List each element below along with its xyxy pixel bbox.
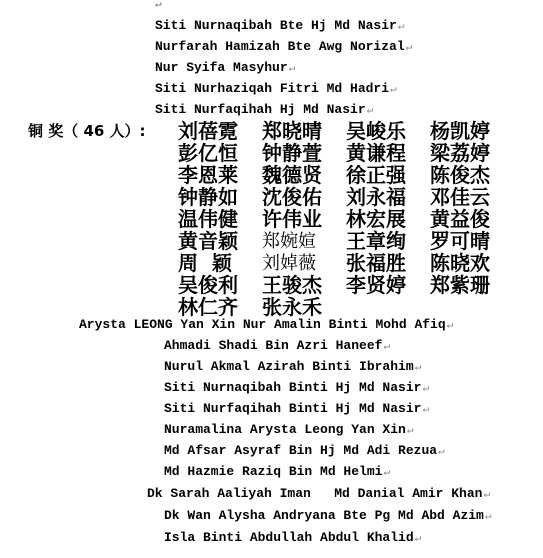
bronze-name: 杨凯婷 <box>430 119 490 143</box>
name-text: Nurfarah Hamizah Bte Awg Norizal <box>155 39 405 54</box>
bronze-name: 许伟业 <box>262 207 322 231</box>
bronze-name: 黄益俊 <box>430 207 490 231</box>
name-text: Nuramalina Arysta Leong Yan Xin <box>164 422 406 437</box>
name-line <box>164 507 491 526</box>
bronze-name: 吴峻乐 <box>346 119 406 143</box>
name-text: Isla Binti Abdullah Abdul Khalid <box>164 530 414 545</box>
bronze-name: 李贤婷 <box>346 273 406 297</box>
paragraph-mark: ↵ <box>383 341 391 353</box>
name-text: Siti Nurnaqibah Binti Hj Md Nasir <box>164 380 422 395</box>
paragraph-mark: ↵ <box>438 446 445 458</box>
paragraph-mark: ↵ <box>422 383 430 395</box>
bronze-name: 郑紫珊 <box>430 273 490 297</box>
name-text: Siti Nurhaziqah Fitri Md Hadri <box>155 81 390 96</box>
paragraph-mark: ↵ <box>484 511 492 523</box>
bronze-name: 钟静萱 <box>262 141 322 165</box>
paragraph-mark: ↵ <box>405 42 413 54</box>
bronze-name: 张福胜 <box>346 251 406 275</box>
bronze-name: 徐正强 <box>346 163 406 187</box>
paragraph-mark: ↵ <box>446 320 454 332</box>
bronze-name: 王章绚 <box>346 229 406 253</box>
bronze-name: 林仁齐 <box>178 295 238 319</box>
name-line <box>79 316 453 335</box>
name-line <box>164 529 421 548</box>
paragraph-mark: ↵ <box>414 362 422 374</box>
bronze-name: 梁荔婷 <box>430 141 490 165</box>
bronze-name: 黄谦程 <box>346 141 406 165</box>
bronze-name: 刘蓓霓 <box>178 119 238 143</box>
bronze-name: 钟静如 <box>178 185 238 209</box>
paragraph-mark: ↵ <box>390 84 397 96</box>
name-line <box>155 59 295 78</box>
name-text: Siti Nurnaqibah Bte Hj Md Nasir <box>155 18 397 33</box>
name-line <box>155 17 404 36</box>
name-text: Nur Syifa Masyhur <box>155 60 288 75</box>
bronze-name: 林宏展 <box>346 207 406 231</box>
paragraph-mark: ↵ <box>483 489 491 501</box>
name-line <box>164 337 390 356</box>
bronze-name: 刘永福 <box>346 185 406 209</box>
name-line <box>155 80 397 99</box>
bronze-name: 邓佳云 <box>430 185 490 209</box>
paragraph-mark: ↵ <box>397 21 405 33</box>
name-line <box>164 400 429 419</box>
bronze-name: 陈晓欢 <box>430 251 490 275</box>
paragraph-mark: ↵ <box>155 0 162 11</box>
bronze-name: 王骏杰 <box>262 273 322 297</box>
bronze-name: 郑晓晴 <box>262 119 322 143</box>
name-text: Arysta LEONG Yan Xin Nur Amalin Binti Mohd Afiq <box>79 317 446 332</box>
name-text: Dk Wan Alysha Andryana Bte Pg Md Abd Azim <box>164 508 484 523</box>
bronze-name: 刘婥薇 <box>262 253 316 274</box>
bronze-name: 魏德贤 <box>262 163 322 187</box>
bronze-name: 张永禾 <box>262 295 322 319</box>
paragraph-mark: ↵ <box>422 404 430 416</box>
name-text: Siti Nurfaqihah Binti Hj Md Nasir <box>164 401 422 416</box>
bronze-name: 周 颖 <box>178 251 232 275</box>
name-text: Dk Sarah Aaliyah Iman Md Danial Amir Khan <box>147 486 483 501</box>
paragraph-mark: ↵ <box>288 63 296 75</box>
name-text: Nurul Akmal Azirah Binti Ibrahim <box>164 359 414 374</box>
name-line <box>164 421 413 440</box>
bronze-name: 郑婉媗 <box>262 231 316 252</box>
paragraph-mark: ↵ <box>383 467 391 479</box>
name-line <box>155 38 412 57</box>
name-line <box>155 101 373 120</box>
name-line <box>164 463 390 482</box>
bronze-name: 彭亿恒 <box>178 141 238 165</box>
name-text: Md Hazmie Raziq Bin Md Helmi <box>164 464 383 479</box>
bronze-name: 罗可晴 <box>430 229 490 253</box>
name-line <box>164 358 421 377</box>
bronze-name: 陈俊杰 <box>430 163 490 187</box>
bronze-name: 沈俊佑 <box>262 185 322 209</box>
bronze-name: 温伟健 <box>178 207 238 231</box>
name-text: Md Afsar Asyraf Bin Hj Md Adi Rezua <box>164 443 438 458</box>
bronze-heading: 铜 奖（ 46 人）: <box>28 122 146 140</box>
bronze-name: 李恩莱 <box>178 163 238 187</box>
name-text: Ahmadi Shadi Bin Azri Haneef <box>164 338 383 353</box>
name-line <box>164 379 429 398</box>
paragraph-mark: ↵ <box>366 105 374 117</box>
name-text: Siti Nurfaqihah Hj Md Nasir <box>155 102 366 117</box>
name-line <box>164 442 445 461</box>
bronze-name: 黄音颖 <box>178 229 238 253</box>
paragraph-mark: ↵ <box>406 425 414 437</box>
paragraph-mark: ↵ <box>414 533 422 545</box>
bronze-name: 吴俊利 <box>178 273 238 297</box>
name-line <box>147 485 490 504</box>
